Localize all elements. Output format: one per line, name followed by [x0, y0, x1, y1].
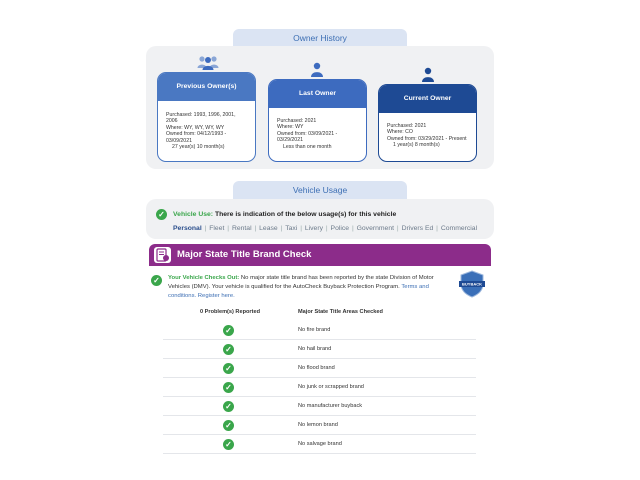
vehicle-use-description: There is indication of the below usage(s) for this vehicle	[214, 211, 397, 218]
table-row	[163, 435, 476, 454]
check-icon: ✓	[151, 275, 162, 286]
vehicle-usage-panel	[146, 199, 494, 239]
usage-item-taxi: Taxi	[285, 225, 298, 232]
person-icon	[310, 62, 324, 78]
problems-column-header: 0 Problem(s) Reported	[200, 309, 260, 315]
usage-item-personal: Personal	[173, 225, 202, 232]
owner-card-title: Current Owner	[379, 85, 476, 113]
title-brand-header	[149, 244, 491, 266]
check-icon: ✓	[223, 363, 234, 374]
check-icon: ✓	[223, 382, 234, 393]
owner-owned-from: Owned from: 03/09/2021 - 03/29/2021	[277, 130, 338, 144]
check-icon: ✓	[156, 209, 167, 220]
owner-where: Where: WY	[277, 124, 304, 131]
owner-duration: 27 year(s) 10 month(s)	[172, 144, 225, 151]
vehicle-use-title: Vehicle Use:	[173, 211, 214, 218]
usage-item-commercial: Commercial	[440, 225, 478, 232]
brand-area-label: No flood brand	[298, 365, 335, 371]
owner-purchased: Purchased: 2021	[277, 118, 317, 124]
title-brand-heading: Major State Title Brand Check	[177, 249, 312, 260]
owner-card-title: Last Owner	[269, 80, 366, 108]
buyback-badge-icon	[458, 270, 486, 298]
buyback-badge-text: BUYBACK	[462, 281, 482, 287]
document-icon	[154, 247, 171, 263]
vehicle-use-list: Personal | Fleet | Rental | Lease | Taxi | Livery | Police | Government | Drivers Ed | Commercial	[173, 225, 478, 232]
usage-item-police: Police	[330, 225, 350, 232]
table-row	[163, 340, 476, 359]
vehicle-usage-tab: Vehicle Usage	[233, 181, 407, 200]
group-icon	[196, 55, 220, 71]
vehicle-use-line	[173, 211, 396, 218]
brand-area-label: No junk or scrapped brand	[298, 384, 364, 390]
table-row	[163, 321, 476, 340]
owner-owned-from: Owned from: 03/29/2021 - Present	[387, 135, 467, 142]
person-icon	[421, 67, 435, 83]
checks-out-label: Your Vehicle Checks Out:	[168, 275, 240, 281]
brand-area-label: No fire brand	[298, 327, 331, 333]
check-icon: ✓	[223, 401, 234, 412]
brand-area-label: No lemon brand	[298, 422, 338, 428]
table-row	[163, 378, 476, 397]
owner-duration: 1 year(s) 8 month(s)	[393, 142, 440, 149]
usage-item-lease: Lease	[259, 225, 278, 232]
owner-purchased: Purchased: 1993, 1996, 2001, 2006	[166, 112, 236, 125]
owner-where: Where: CO	[387, 129, 413, 136]
brand-area-label: No manufacturer buyback	[298, 403, 363, 409]
owner-duration: Less than one month	[283, 143, 332, 150]
table-row	[163, 359, 476, 378]
usage-item-drivers-ed: Drivers Ed	[401, 225, 434, 232]
owner-card-current	[378, 84, 477, 162]
owner-purchased: Purchased: 2021	[387, 123, 427, 129]
usage-item-government: Government	[356, 225, 395, 232]
brand-area-label: No salvage brand	[298, 441, 342, 447]
check-icon: ✓	[223, 420, 234, 431]
owner-where: Where: WY, WY, WY, WY	[166, 124, 225, 131]
title-brand-message	[168, 274, 450, 300]
usage-item-rental: Rental	[231, 225, 252, 232]
table-row	[163, 397, 476, 416]
areas-column-header: Major State Title Areas Checked	[298, 309, 383, 315]
brand-area-label: No hail brand	[298, 346, 332, 352]
table-row	[163, 416, 476, 435]
checks-out-text: No major state title brand has been reported by the state Division of Motor Vehicles (DMV). Your vehicle is qualified for the AutoCheck Buyback Protection Program.	[168, 275, 434, 290]
check-icon: ✓	[223, 325, 234, 336]
owner-history-tab: Owner History	[233, 29, 407, 48]
owner-owned-from: Owned from: 04/12/1993 - 03/09/2021	[166, 131, 227, 144]
check-icon: ✓	[223, 344, 234, 355]
terms-link[interactable]: Terms and conditions. Register here.	[168, 283, 429, 299]
usage-item-fleet: Fleet	[209, 225, 225, 232]
owner-card-last	[268, 79, 367, 162]
owner-card-previous	[157, 72, 256, 162]
owner-card-title: Previous Owner(s)	[158, 73, 255, 101]
check-icon: ✓	[223, 439, 234, 450]
usage-item-livery: Livery	[304, 225, 323, 232]
